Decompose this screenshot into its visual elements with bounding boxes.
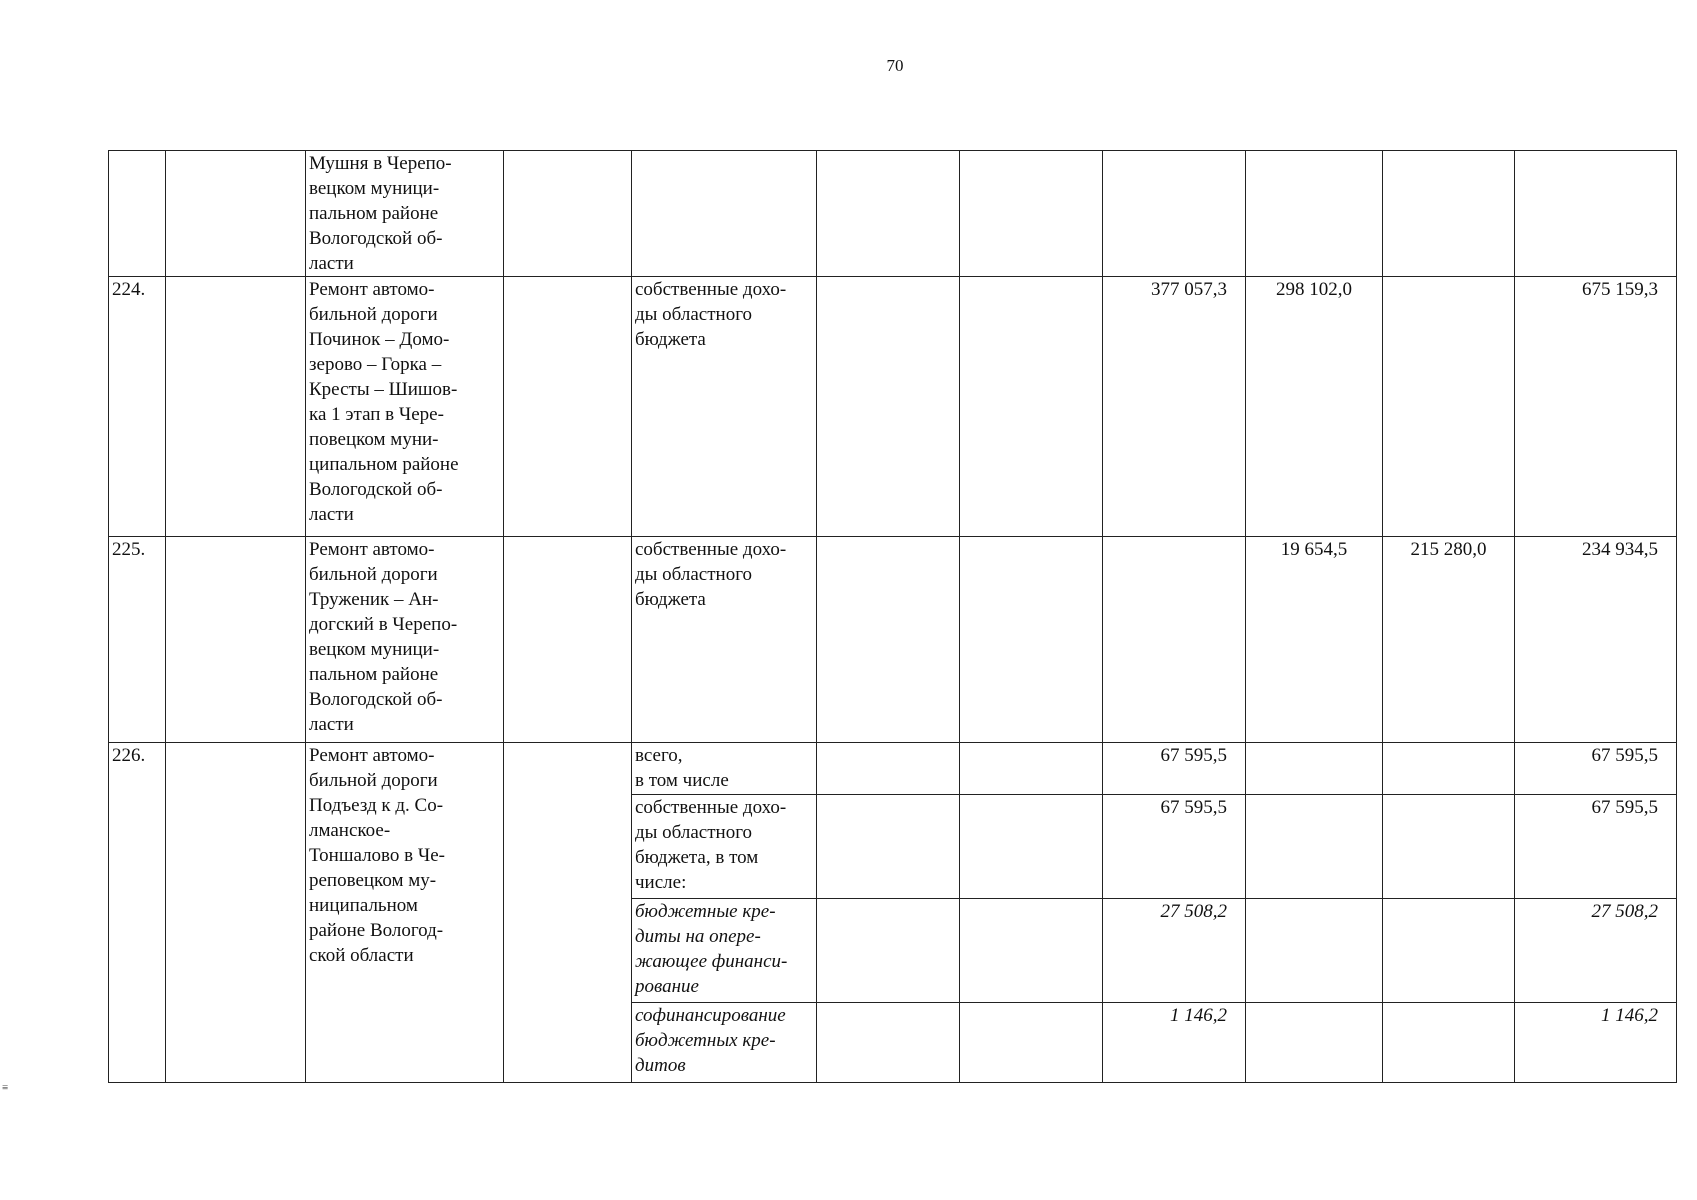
table-row bbox=[109, 743, 1677, 795]
object-name: Ремонт автомо- бильной дороги Труженик – Ан- догский в Черепо- вецком муници- пальном районе Вологодской об- ласти bbox=[306, 537, 504, 743]
funding-source: собственные дохо- ды областного бюджета bbox=[632, 537, 817, 743]
funding-source: бюджетные кре- диты на опере- жающее финанси- рование bbox=[632, 899, 817, 1003]
value-cell: 19 654,5 bbox=[1246, 537, 1383, 743]
row-number bbox=[109, 151, 166, 277]
page-number: 70 bbox=[886, 56, 904, 75]
total-cell: 67 595,5 bbox=[1515, 795, 1677, 899]
budget-table bbox=[108, 150, 1677, 1083]
funding-source: собственные дохо- ды областного бюджета, в том числе: bbox=[632, 795, 817, 899]
table-row bbox=[109, 537, 1677, 743]
total-cell: 27 508,2 bbox=[1515, 899, 1677, 1003]
value-cell: 377 057,3 bbox=[1103, 277, 1246, 537]
row-number: 225. bbox=[109, 537, 166, 743]
value-cell bbox=[1103, 537, 1246, 743]
value-cell: 215 280,0 bbox=[1383, 537, 1515, 743]
code-cell bbox=[166, 151, 306, 277]
table-row bbox=[109, 277, 1677, 537]
value-cell: 27 508,2 bbox=[1103, 899, 1246, 1003]
scan-artifact: ≡ bbox=[2, 1082, 9, 1094]
row-number: 224. bbox=[109, 277, 166, 537]
value-cell: 1 146,2 bbox=[1103, 1003, 1246, 1083]
value-cell: 298 102,0 bbox=[1246, 277, 1383, 537]
row-number: 226. bbox=[109, 743, 166, 1083]
total-cell: 67 595,5 bbox=[1515, 743, 1677, 795]
object-name: Ремонт автомо- бильной дороги Подъезд к д. Со- лманское- Тоншалово в Че- реповецком му- ниципальном районе Вологод- ской области bbox=[306, 743, 504, 1083]
funding-source: всего, в том числе bbox=[632, 743, 817, 795]
total-cell: 1 146,2 bbox=[1515, 1003, 1677, 1083]
total-cell: 234 934,5 bbox=[1515, 537, 1677, 743]
value-cell: 67 595,5 bbox=[1103, 795, 1246, 899]
table-row bbox=[109, 151, 1677, 277]
funding-source: софинансирование бюджетных кре- дитов bbox=[632, 1003, 817, 1083]
value-cell bbox=[1383, 277, 1515, 537]
object-name: Ремонт автомо- бильной дороги Починок – Домо- зерово – Горка – Кресты – Шишов- ка 1 этап в Чере- повецком муни- ципальном районе Вологодской об- ласти bbox=[306, 277, 504, 537]
total-cell: 675 159,3 bbox=[1515, 277, 1677, 537]
funding-source: собственные дохо- ды областного бюджета bbox=[632, 277, 817, 537]
value-cell: 67 595,5 bbox=[1103, 743, 1246, 795]
object-name: Мушня в Черепо- вецком муници- пальном районе Вологодской об- ласти bbox=[306, 151, 504, 277]
